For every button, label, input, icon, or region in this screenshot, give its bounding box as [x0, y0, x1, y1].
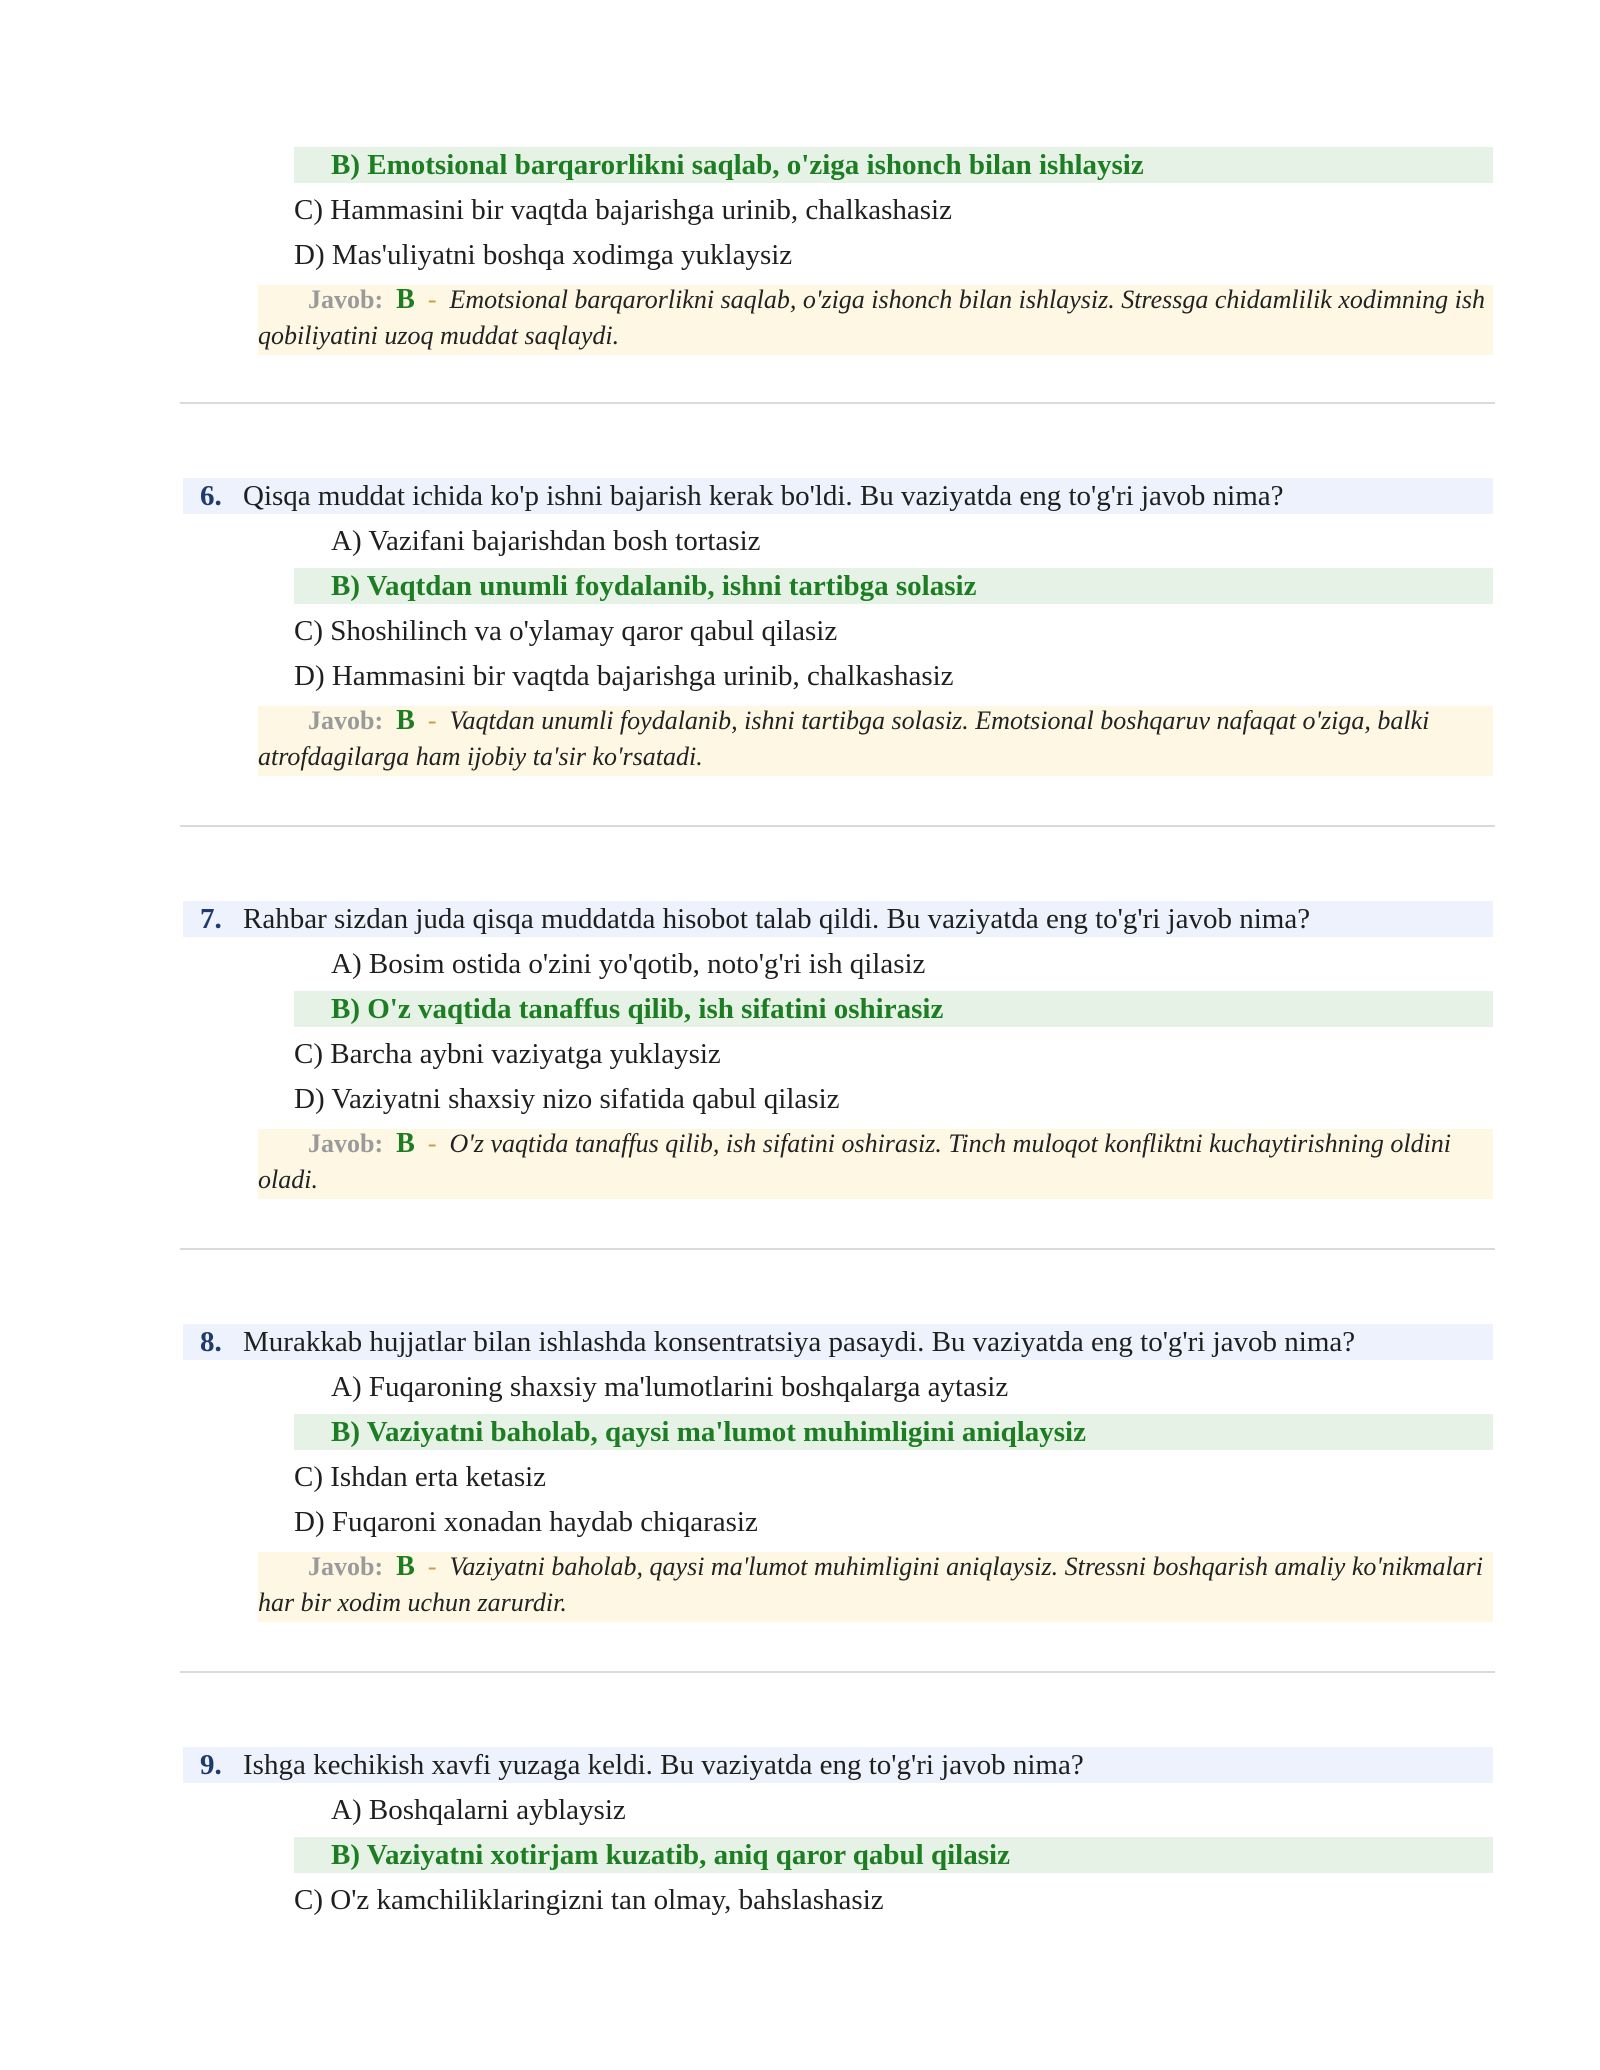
answer-label: Javob:: [308, 706, 384, 735]
answer-box: [258, 1129, 1493, 1199]
question-header: [183, 478, 1493, 514]
question-text: Ishga kechikish xavfi yuzaga keldi. Bu vaziyatda eng to'g'ri javob nima?: [243, 1749, 1084, 1781]
answer-label: Javob:: [308, 1129, 384, 1158]
question-text: Rahbar sizdan juda qisqa muddatda hisobot talab qildi. Bu vaziyatda eng to'g'ri javob nima?: [243, 903, 1311, 935]
question-text: Murakkab hujjatlar bilan ishlashda konsentratsiya pasaydi. Bu vaziyatda eng to'g'ri javob nima?: [243, 1326, 1356, 1358]
divider: [180, 825, 1495, 827]
answer-dash: -: [427, 1552, 437, 1581]
divider: [180, 1248, 1495, 1250]
answer-box: [258, 1552, 1493, 1622]
answer-text: Vaqtdan unumli foydalanib, ishni tartibga solasiz. Emotsional boshqaruv nafaqat o'ziga, balki atrofdagilarga ham ijobiy ta'sir ko'rsatadi.: [258, 706, 1430, 771]
option-a: A) Fuqaroning shaxsiy ma'lumotlarini boshqalarga aytasiz: [331, 1371, 1009, 1403]
divider: [180, 1671, 1495, 1673]
option-c: C) Ishdan erta ketasiz: [294, 1461, 547, 1493]
answer-dash: -: [427, 285, 437, 314]
answer-text: O'z vaqtida tanaffus qilib, ish sifatini oshirasiz. Tinch muloqot konfliktni kuchaytirishning oldini oladi.: [258, 1129, 1452, 1194]
answer-dash: -: [427, 1129, 437, 1158]
option-d: D) Hammasini bir vaqtda bajarishga urinib, chalkashasiz: [294, 660, 954, 692]
option-c: C) Barcha aybni vaziyatga yuklaysiz: [294, 1038, 721, 1070]
answer-label: Javob:: [308, 1552, 384, 1581]
correct-option: [294, 991, 1493, 1027]
answer-dash: -: [427, 706, 437, 735]
correct-option: [294, 568, 1493, 604]
option-d: D) Fuqaroni xonadan haydab chiqarasiz: [294, 1506, 758, 1538]
answer-text: Vaziyatni baholab, qaysi ma'lumot muhimligini aniqlaysiz. Stressni boshqarish amaliy ko'nikmalari har bir xodim uchun zarurdir.: [258, 1552, 1484, 1617]
option-c: C) Shoshilinch va o'ylamay qaror qabul qilasiz: [294, 615, 838, 647]
answer-box: [258, 285, 1493, 355]
option-label: B) Vaqtdan unumli foydalanib, ishni tartibga solasiz: [331, 570, 977, 602]
option-c: C) O'z kamchiliklaringizni tan olmay, bahslashasiz: [294, 1884, 884, 1916]
option-d: D) Vaziyatni shaxsiy nizo sifatida qabul qilasiz: [294, 1083, 840, 1115]
answer-label: Javob:: [308, 285, 384, 314]
question-header: [183, 901, 1493, 937]
option-a: A) Bosim ostida o'zini yo'qotib, noto'g'ri ish qilasiz: [331, 948, 926, 980]
answer-text: Emotsional barqarorlikni saqlab, o'ziga ishonch bilan ishlaysiz. Stressga chidamlilik xodimning ish qobiliyatini uzoq muddat saqlaydi.: [258, 285, 1485, 350]
answer-letter: B: [396, 1551, 415, 1582]
divider: [180, 402, 1495, 404]
correct-option: [294, 1414, 1493, 1450]
option-c: C) Hammasini bir vaqtda bajarishga urinib, chalkashasiz: [294, 194, 952, 226]
question-number: 6.: [200, 480, 222, 512]
question-header: [183, 1747, 1493, 1783]
option-label: B) O'z vaqtida tanaffus qilib, ish sifatini oshirasiz: [331, 993, 944, 1025]
question-number: 8.: [200, 1326, 222, 1358]
correct-option: [294, 1837, 1493, 1873]
option-a: A) Vazifani bajarishdan bosh tortasiz: [331, 525, 761, 557]
answer-box: [258, 706, 1493, 776]
option-a: A) Boshqalarni ayblaysiz: [331, 1794, 626, 1826]
question-number: 7.: [200, 903, 222, 935]
question-number: 9.: [200, 1749, 222, 1781]
question-text: Qisqa muddat ichida ko'p ishni bajarish kerak bo'ldi. Bu vaziyatda eng to'g'ri javob nima?: [243, 480, 1284, 512]
option-label: B) Emotsional barqarorlikni saqlab, o'ziga ishonch bilan ishlaysiz: [331, 149, 1144, 181]
correct-option: [294, 147, 1493, 183]
answer-letter: B: [396, 284, 415, 315]
answer-letter: B: [396, 1128, 415, 1159]
option-label: B) Vaziyatni xotirjam kuzatib, aniq qaror qabul qilasiz: [331, 1839, 1010, 1871]
option-label: B) Vaziyatni baholab, qaysi ma'lumot muhimligini aniqlaysiz: [331, 1416, 1086, 1448]
option-d: D) Mas'uliyatni boshqa xodimga yuklaysiz: [294, 239, 793, 271]
question-header: [183, 1324, 1493, 1360]
answer-letter: B: [396, 705, 415, 736]
